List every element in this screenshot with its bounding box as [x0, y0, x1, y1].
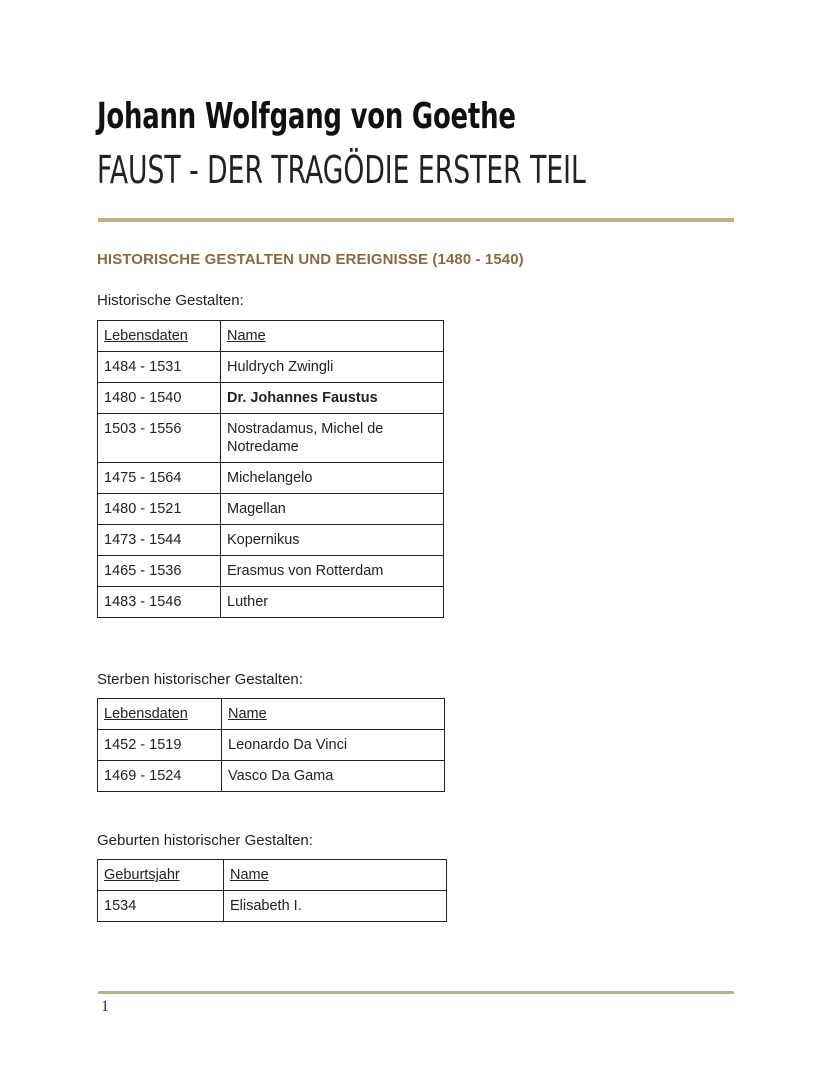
- cell-lebensdaten: 1480 - 1540: [98, 383, 221, 414]
- column-header-name: Name: [221, 321, 444, 352]
- table-header-row: [98, 699, 445, 730]
- table-row: [98, 352, 444, 383]
- table-row: [98, 494, 444, 525]
- cell-name: Vasco Da Gama: [222, 761, 445, 792]
- cell-name: Luther: [221, 587, 444, 618]
- table-caption-historische-gestalten: Historische Gestalten:: [97, 292, 244, 309]
- footer-divider: [98, 991, 734, 994]
- table-row: [98, 891, 447, 922]
- cell-lebensdaten: 1452 - 1519: [98, 730, 222, 761]
- cell-lebensdaten: 1475 - 1564: [98, 463, 221, 494]
- cell-name: Leonardo Da Vinci: [222, 730, 445, 761]
- table-sterben-historischer-gestalten: [97, 698, 445, 792]
- cell-lebensdaten: 1483 - 1546: [98, 587, 221, 618]
- cell-name: Huldrych Zwingli: [221, 352, 444, 383]
- cell-lebensdaten: 1484 - 1531: [98, 352, 221, 383]
- column-header-name: Name: [224, 860, 447, 891]
- cell-lebensdaten: 1465 - 1536: [98, 556, 221, 587]
- cell-geburtsjahr: 1534: [98, 891, 224, 922]
- header-divider: [98, 218, 734, 222]
- column-header-lebensdaten: Lebensdaten: [98, 699, 222, 730]
- cell-lebensdaten: 1473 - 1544: [98, 525, 221, 556]
- table-row: [98, 587, 444, 618]
- cell-name: Elisabeth I.: [224, 891, 447, 922]
- column-header-name: Name: [222, 699, 445, 730]
- table-row: [98, 463, 444, 494]
- table-row: [98, 761, 445, 792]
- table-geburten-historischer-gestalten: [97, 859, 447, 922]
- cell-lebensdaten: 1480 - 1521: [98, 494, 221, 525]
- cell-name-highlighted: Dr. Johannes Faustus: [221, 383, 444, 414]
- table-row: [98, 730, 445, 761]
- table-historische-gestalten: [97, 320, 444, 618]
- section-heading: HISTORISCHE GESTALTEN UND EREIGNISSE (1480 - 1540): [97, 251, 524, 268]
- cell-name: Kopernikus: [221, 525, 444, 556]
- column-header-lebensdaten: Lebensdaten: [98, 321, 221, 352]
- cell-lebensdaten: 1503 - 1556: [98, 414, 221, 463]
- work-title: FAUST - DER TRAGÖDIE ERSTER TEIL: [97, 148, 586, 192]
- author-title: Johann Wolfgang von Goethe: [97, 96, 516, 137]
- table-row: [98, 414, 444, 463]
- table-header-row: [98, 860, 447, 891]
- table-caption-sterben: Sterben historischer Gestalten:: [97, 671, 303, 688]
- table-caption-geburten: Geburten historischer Gestalten:: [97, 832, 313, 849]
- table-row: [98, 556, 444, 587]
- table-header-row: [98, 321, 444, 352]
- cell-name: Michelangelo: [221, 463, 444, 494]
- cell-name: Nostradamus, Michel de Notredame: [221, 414, 444, 463]
- column-header-geburtsjahr: Geburtsjahr: [98, 860, 224, 891]
- table-row: [98, 525, 444, 556]
- cell-name: Magellan: [221, 494, 444, 525]
- table-row: [98, 383, 444, 414]
- cell-lebensdaten: 1469 - 1524: [98, 761, 222, 792]
- cell-name: Erasmus von Rotterdam: [221, 556, 444, 587]
- page-number: 1: [101, 998, 109, 1015]
